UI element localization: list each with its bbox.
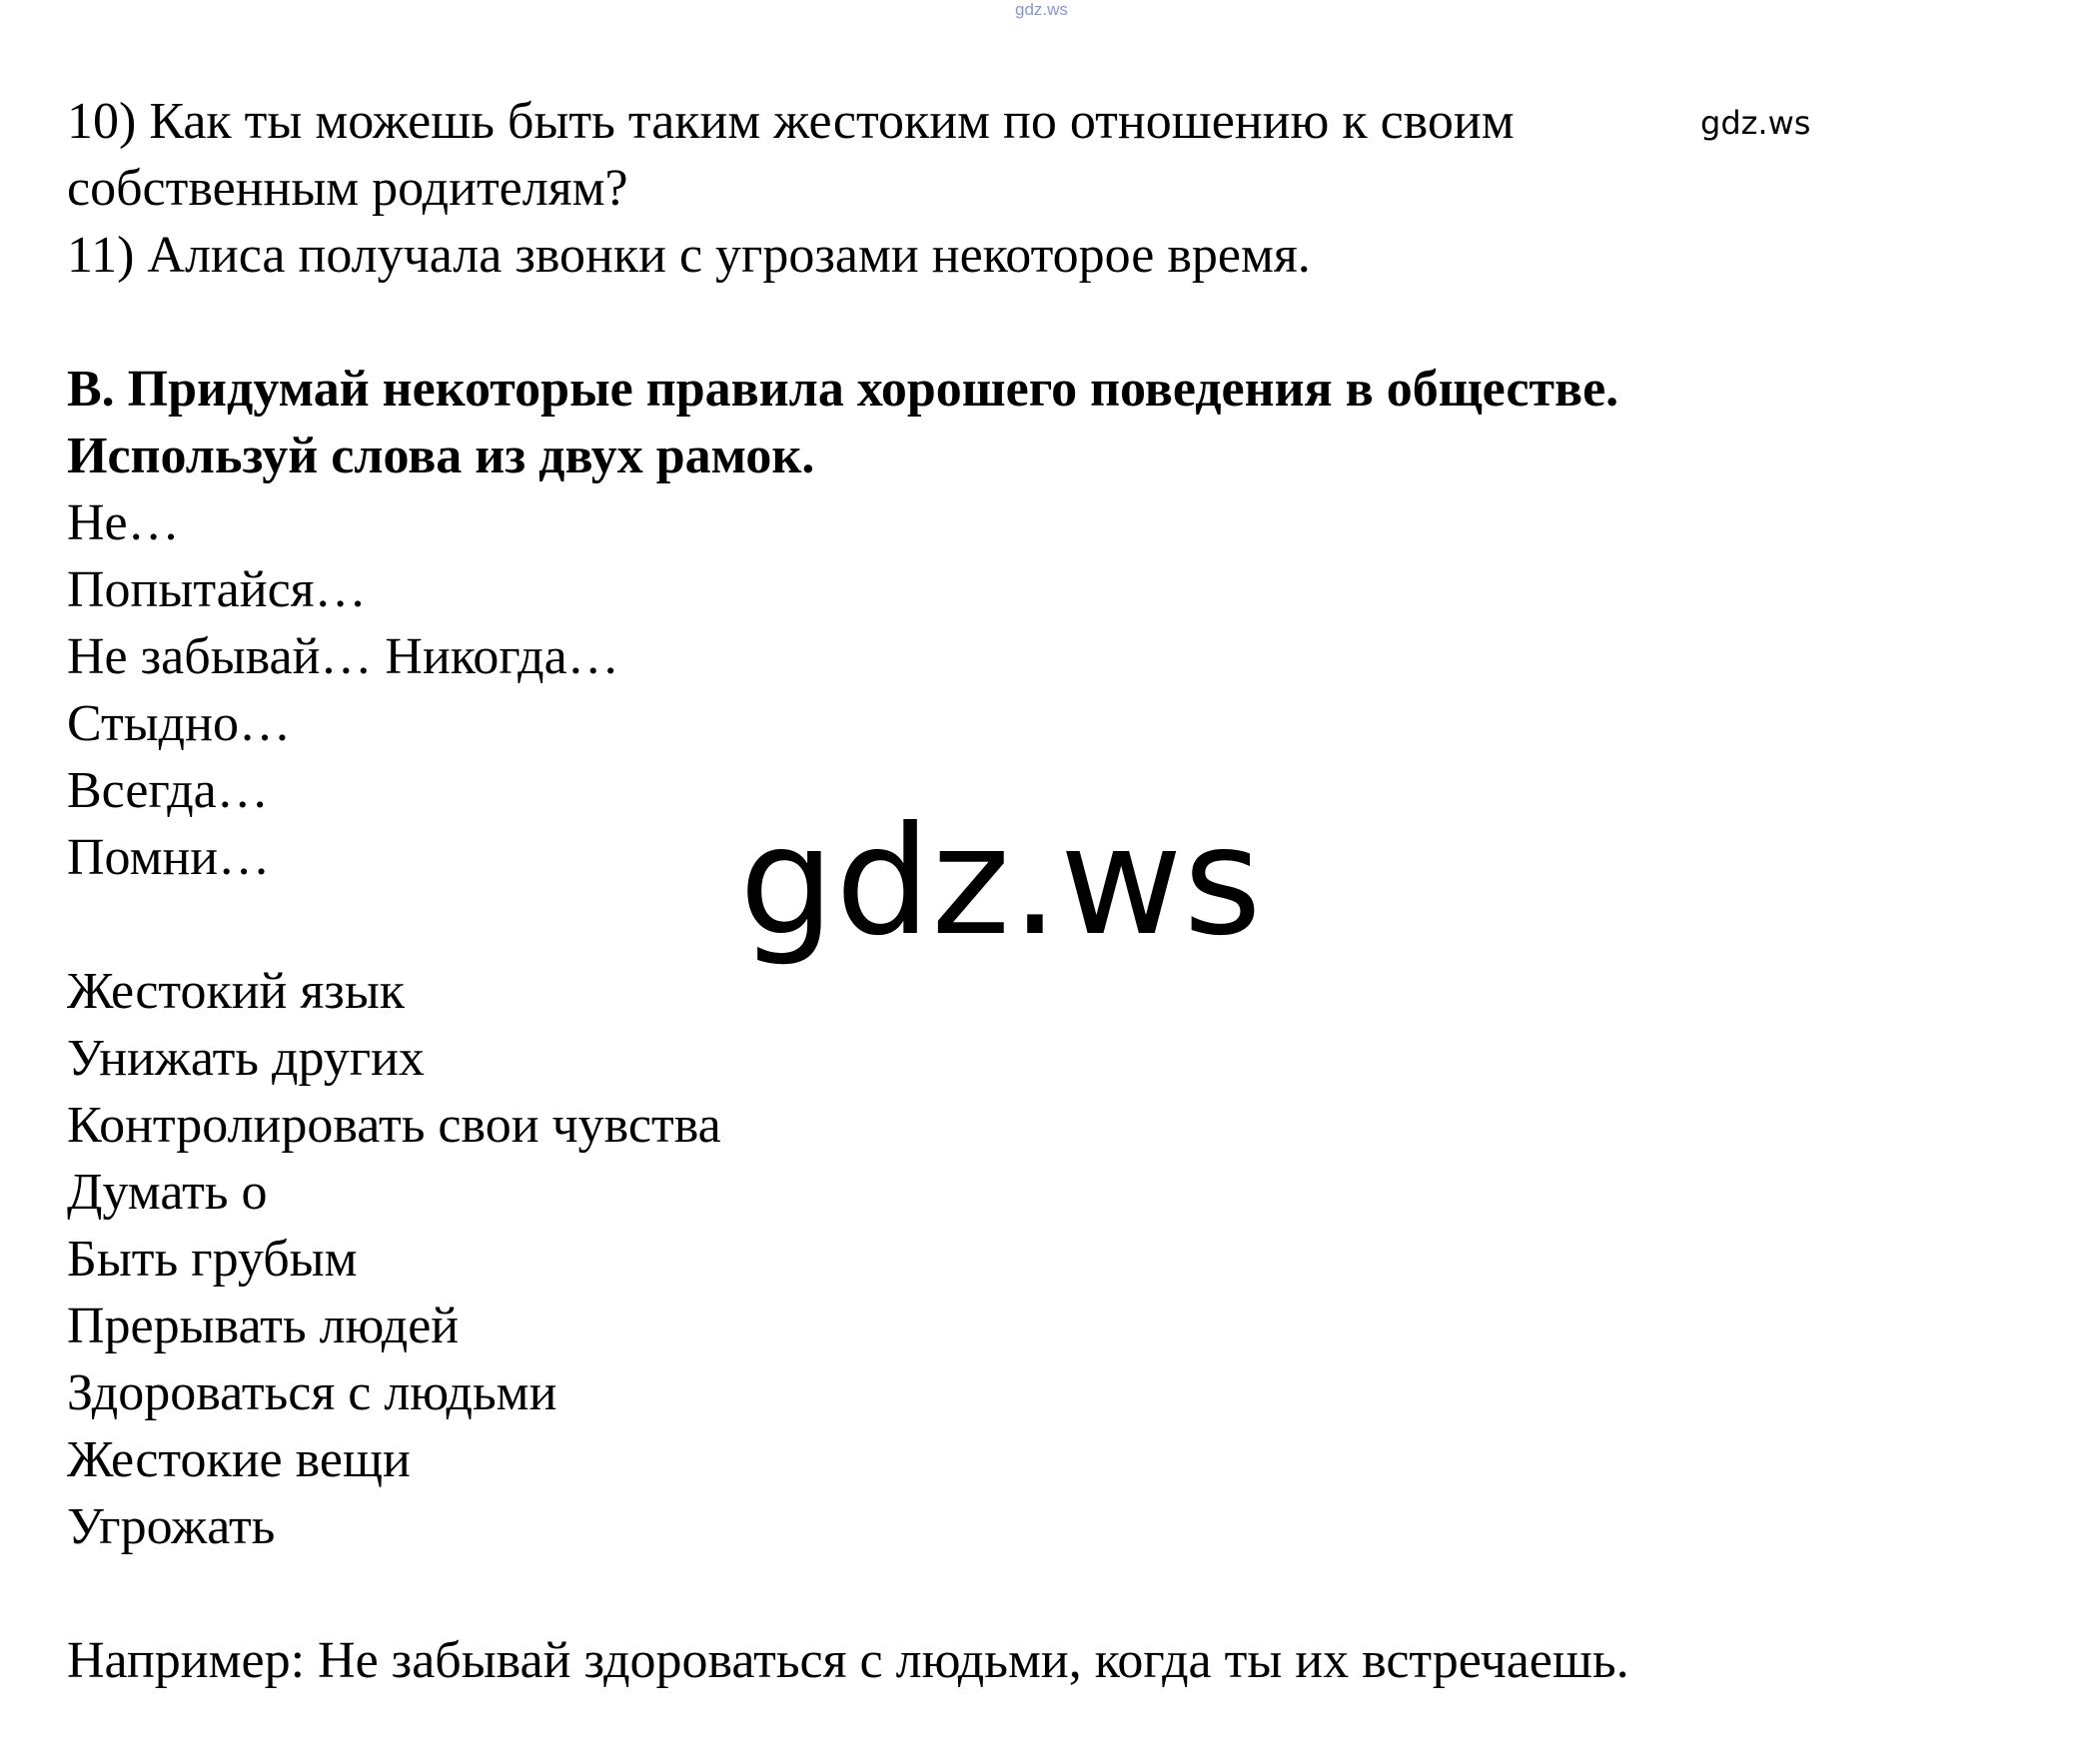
spacer xyxy=(67,289,2015,356)
box1-item: Стыдно… xyxy=(67,695,291,752)
box1-item: Не… xyxy=(67,494,180,551)
box2-item: Жестокие вещи xyxy=(67,1431,411,1488)
exercise-line-10-cont: собственным родителям? xyxy=(67,160,628,217)
box2-item: Жестокий язык xyxy=(67,963,406,1020)
box1-item: Помни… xyxy=(67,829,271,886)
task-heading-line-2: Используй слова из двух рамок. xyxy=(67,428,815,484)
box2-item: Прерывать людей xyxy=(67,1298,460,1354)
task-heading-line-1: B. Придумай некоторые правила хорошего поведения в обществе. xyxy=(67,361,1619,418)
watermark-small: gdz.ws xyxy=(1700,104,1811,142)
box1-item: Попытайся… xyxy=(67,561,367,618)
exercise-line-10: 10) Как ты можешь быть таким жестоким по отношению к своим xyxy=(67,93,1515,150)
box2-item: Здороваться с людьми xyxy=(67,1364,557,1421)
box1-item: Не забывай… Никогда… xyxy=(67,628,619,685)
box2-item: Быть грубым xyxy=(67,1231,358,1288)
box2-item: Угрожать xyxy=(67,1498,276,1555)
box2-item: Контролировать свои чувства xyxy=(67,1097,721,1154)
exercise-line-11: 11) Алиса получала звонки с угрозами некоторое время. xyxy=(67,227,1311,284)
box2-item: Унижать других xyxy=(67,1030,425,1087)
spacer xyxy=(67,1560,2015,1627)
box1-item: Всегда… xyxy=(67,762,269,819)
box2-item: Думать о xyxy=(67,1164,268,1221)
watermark-large: gdz.ws xyxy=(739,795,1263,969)
watermark-top: gdz.ws xyxy=(1015,0,1068,19)
example-sentence: Например: Не забывай здороваться с людьми, когда ты их встречаешь. xyxy=(67,1632,1629,1689)
